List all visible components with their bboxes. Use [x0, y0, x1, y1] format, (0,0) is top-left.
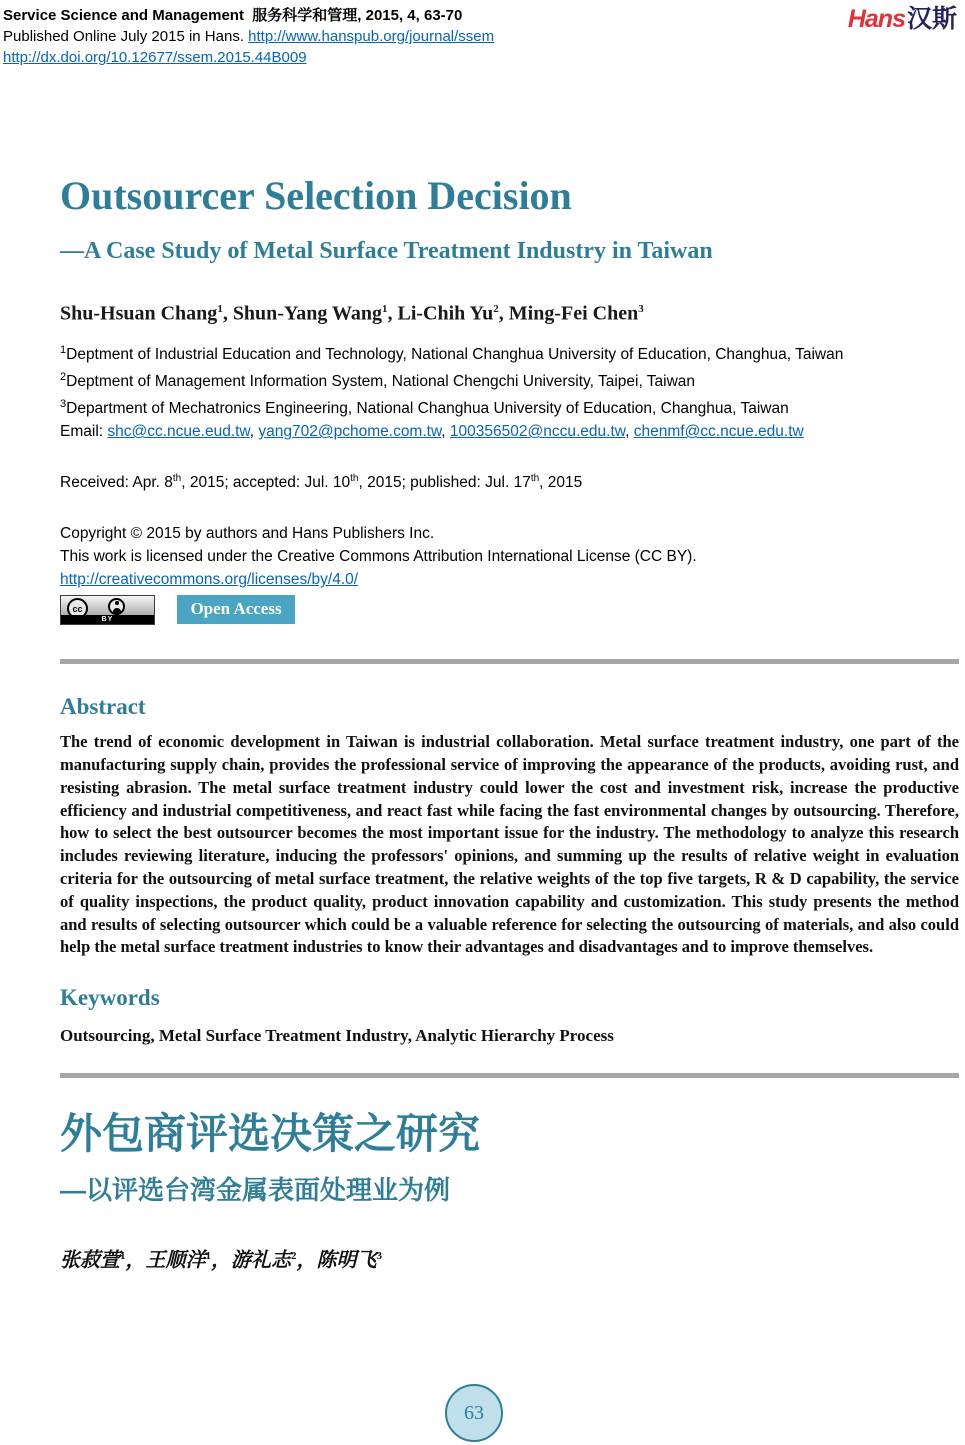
cc-by-badge[interactable]: [60, 595, 155, 625]
author-sup: 2: [493, 303, 499, 315]
zh-author-separator: ，: [296, 1249, 317, 1272]
cc-icon: cc: [67, 598, 88, 619]
received-text: , 2015: [539, 474, 583, 492]
received-text: , 2015; published: Jul. 17: [358, 474, 531, 492]
zh-author-name: 陈明飞: [316, 1249, 377, 1272]
chinese-title: 外包商评选决策之研究: [60, 1110, 481, 1158]
divider-top: [60, 659, 959, 664]
badges-row: [60, 595, 959, 627]
open-access-badge[interactable]: Open Access: [177, 595, 294, 624]
ordinal-sup: th: [172, 473, 182, 485]
email-link-3[interactable]: 100356502@nccu.edu.tw: [449, 423, 626, 441]
email-label: Email:: [60, 423, 108, 441]
divider-bottom: [60, 1073, 959, 1078]
author-sup: 3: [638, 303, 644, 315]
ordinal-sup: th: [530, 473, 540, 485]
affiliation-1: [60, 339, 959, 366]
authors-line: [60, 296, 959, 327]
ordinal-sup: th: [350, 473, 359, 485]
zh-author-name: 张菽萱: [60, 1249, 120, 1272]
affiliation-text: Deptment of Industrial Education and Technology, National Changhua University of Education, Changhua, Taiwan: [66, 345, 844, 363]
keywords-heading: Keywords: [60, 985, 160, 1011]
abstract-body: The trend of economic development in Taiwan is industrial collaboration. Metal surface treatment industry, one part of the manufacturing supply chain, provides the professional service of improving the appearance of the products, avoiding rust, and resisting abrasion. The metal surface treatment industry could lower the cost and investment risk, increase the productive efficiency and industrial competitiveness, and react fast while facing the fast environmental changes by outsourcing. Therefore, how to select the best outsourcer becomes the most important issue for the industry. The methodology to analyze this research includes reviewing literature, inducing the professors' opinions, and summing up the results of relative weight in evaluation criteria for the outsourcing of metal surface treatment, the relative weights of the top five targets, R & D capability, the service of quality inspections, the product quality, product innovation capability and customization. This study presents the method and results of selecting outsourcer which could be a valuable reference for selecting the outsourcing of materials, and also could help the metal surface treatment industries to know their advantages and disadvantages and to improve themselves.: [60, 732, 959, 957]
email-link-2[interactable]: yang702@pchome.com.tw: [258, 423, 442, 441]
author-sup: 1: [381, 303, 388, 315]
email-separator: ,: [625, 423, 634, 441]
author-name: Li-Chih Yu: [397, 302, 494, 325]
abstract-heading: Abstract: [60, 694, 146, 720]
affiliations-block: [60, 339, 959, 443]
cc-by-label: BY: [61, 615, 154, 624]
affiliation-text: Department of Mechatronics Engineering, National Changhua University of Education, Changhua, Taiwan: [66, 400, 789, 418]
affiliation-text: Deptment of Management Information System, National Chengchi University, Taipei, Taiwan: [66, 372, 696, 390]
license-link[interactable]: http://creativecommons.org/licenses/by/4.0/: [60, 571, 359, 589]
email-link-1[interactable]: shc@cc.ncue.eud.tw: [107, 423, 250, 441]
received-text: , 2015; accepted: Jul. 10: [181, 474, 351, 492]
zh-author-sup: 1: [205, 1250, 211, 1263]
doi-line: [3, 47, 965, 68]
published-line: [3, 26, 965, 47]
email-separator: ,: [441, 423, 450, 441]
hans-logo: [848, 6, 957, 32]
zh-author-separator: ，: [125, 1249, 146, 1272]
journal-header: [0, 0, 965, 68]
zh-author-name: 游礼志: [231, 1249, 291, 1272]
author-separator: ,: [498, 302, 509, 325]
copyright-block: [60, 522, 959, 591]
doi-link[interactable]: http://dx.doi.org/10.12677/ssem.2015.44B009: [3, 49, 307, 66]
chinese-subtitle: —以评选台湾金属表面处理业为例: [60, 1175, 451, 1206]
published-prefix: Published Online July 2015 in Hans.: [3, 28, 249, 45]
copyright-line-1: Copyright © 2015 by authors and Hans Publishers Inc.: [60, 525, 435, 543]
chinese-authors-line: [60, 1243, 959, 1275]
author-name: Shu-Hsuan Chang: [60, 302, 218, 325]
zh-author-name: 王顺洋: [145, 1249, 206, 1272]
affiliation-sup: 1: [60, 343, 67, 356]
journal-line: Service Science and Management 服务科学和管理, 2015, 4, 63-70: [3, 7, 463, 24]
email-separator: ,: [249, 423, 259, 441]
journal-link[interactable]: http://www.hanspub.org/journal/ssem: [248, 28, 495, 45]
hans-logo-cjk: 汉斯: [906, 5, 957, 33]
affiliation-3: [60, 393, 959, 420]
page-number: 63: [464, 1401, 484, 1424]
received-text: Received: Apr. 8: [60, 474, 173, 492]
person-icon: [108, 598, 125, 615]
received-line: [60, 467, 959, 494]
zh-author-separator: ，: [211, 1249, 231, 1272]
page-number-badge: [445, 1384, 503, 1442]
copyright-line-2: This work is licensed under the Creative Commons Attribution International License (CC BY).: [60, 548, 697, 566]
author-separator: ,: [222, 302, 233, 325]
author-sup: 1: [217, 303, 223, 315]
hans-logo-latin: Hans: [847, 5, 905, 33]
zh-author-sup: 2: [291, 1250, 297, 1263]
affiliation-sup: 2: [60, 370, 67, 383]
email-line: [60, 420, 959, 443]
keywords-body: Outsourcing, Metal Surface Treatment Industry, Analytic Hierarchy Process: [60, 1026, 614, 1046]
author-name: Shun-Yang Wang: [232, 302, 382, 325]
email-link-4[interactable]: chenmf@cc.ncue.edu.tw: [633, 423, 804, 441]
article-title: Outsourcer Selection Decision: [60, 173, 572, 218]
author-separator: ,: [387, 302, 398, 325]
affiliation-2: [60, 366, 959, 393]
license-line: [60, 568, 959, 591]
zh-author-sup: 3: [376, 1250, 382, 1263]
zh-author-sup: 1: [120, 1250, 126, 1263]
article-subtitle: —A Case Study of Metal Surface Treatment Industry in Taiwan: [60, 238, 713, 264]
affiliation-sup: 3: [60, 397, 67, 410]
author-name: Ming-Fei Chen: [508, 302, 639, 325]
